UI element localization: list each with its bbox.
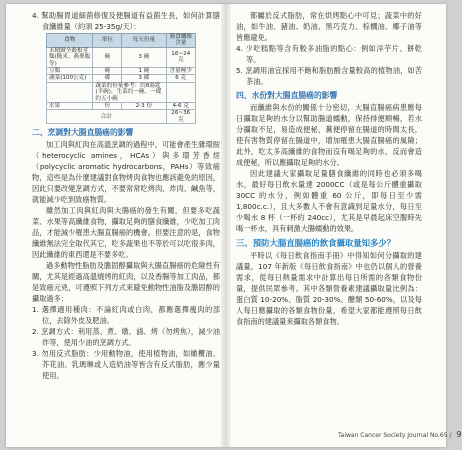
table-cell-note: 蔬菜的份量參考：約8湯匙(半碗)，生菜約一碗，一碟約五小碗 [93,82,166,102]
list-item-5: 5. 烹調用油宜採用不飽和脂肪酸含量較高的植物油，如苦茶油。 [236,66,422,86]
table-row [47,68,196,75]
paragraph-water: 而纖維與水份的關係十分密切，大腸直腸癌病患應每日攝取足夠的水分以幫助腸道蠕動，保持排便順暢，若水分攝取不足，易造成便秘，糞便停留在腸道的時間太長，使有害物質停留在腸道中，增加罹患大腸直腸癌的風險；此外，吃太多高纖維的食物而沒有喝足夠的水，反而會造成便秘，所以應攝取足夠的水分。 [236,103,422,167]
section-heading-3: 三、預防大腸直腸癌的飲食攝取量知多少？ [236,238,396,248]
table-cell: 2-3 份 [122,103,166,110]
paragraph-trans-fat: 都屬於反式脂肪，常在烘烤點心中可見；蔬菜中的好油，如牛油、豬油、奶油、黑巧克力、棕櫚油、椰子油等皆應避免。 [236,11,422,42]
page-footer [338,430,462,439]
fiber-table-header [47,34,196,48]
paragraph-processed-meat: 雖然加工肉與紅肉與大腸癌的發生有關，但要多吃蔬菜、水果等高纖維食物，攝取足夠的膳食纖維，少吃加工肉品，才能減少罹患大腸直腸癌的機會。但要注意的是，食物纖維無法完全取代其它，吃多蔬果也不等於可以吃很多肉，因此纖維的東西還是不要多吃。 [32,206,220,260]
table-cell: 3 碗 [122,47,166,67]
list-item-1: 1. 選擇適用種肉：不論紅肉或白肉，都應選擇瘦肉的部位，去除外皮及肥油。 [32,305,220,326]
paragraph-fat: 過多動物性脂肪及膽固醇攝取與大腸直腸癌的危險性有關，尤其是經過高溫燒烤的紅肉，以及香腸等加工肉品，都是致癌元兇，可遵照下列方式來避免動物性油脂及膽固醇的攝取過多： [32,261,220,304]
left-column [32,10,220,381]
table-cell: 含量極少 [166,68,196,75]
table-total-row [47,110,196,124]
table-cell: 蔬菜(100公克) [47,75,93,82]
table-total-label: 合計 [47,110,167,124]
table-cell: 3 碟 [122,75,166,82]
table-cell: 碗 [93,47,122,67]
table-cell: 4-6 克 [166,103,196,110]
table-cell: 未精緻全穀根莖類(糙米、燕麥飯等) [47,47,93,67]
table-row [47,75,196,82]
list-item-3: 3. 勿用反式脂肪：少用動物油，使用植物油，如橄欖油、芥花油、乳瑪琳或人造奶油等皆含有反式脂肪，應少量使用。 [32,349,220,381]
table-cell: 份 [93,103,122,110]
list-item-4-intro: 4. 幫助腸胃道細菌修復及便腸道有益菌生長，如何計算膳食纖維量（約須 25-35g/天）： [32,11,220,31]
paragraph-grilling: 加工肉與紅肉在高溫烹調的過程中，可能會產生雜環胺（heterocyclic amines，HCAs）與多環芳香烴（polycyclic aromatic hydrocarbons，PAHs）等致癌物，這些是為什麼建議對食物烤肉食物也應該避免的原因，因此只要改變烹調方式，不要常常吃烤肉、炸肉、鹹魚等，就能減少吃到致癌物質。 [32,140,220,205]
page-number: 9 [456,430,462,439]
fiber-table [46,33,196,124]
page-gutter [221,4,231,447]
table-cell [47,82,93,102]
table-row [47,82,196,102]
list-item-2: 2. 烹調方式：利用蒸、煮、燉、滷、烤（勿烤焦），減少油炸等，使用少油的烹調方式。 [32,327,220,348]
right-column [236,10,422,327]
table-cell: 碗 [93,68,122,75]
table-total-value: 26~36 克 [166,110,196,124]
table-cell: 1 碗 [122,68,166,75]
table-cell: 16~24 克 [166,47,196,67]
table-cell: 水果 [47,103,93,110]
table-row [47,103,196,110]
paragraph-water-intake: 因此建議大家攝取足量膳食纖維的同時也必須多喝水，最好每日飲水量達 2000CC（或是每公斤體重攝取 30CC 的水分，例如體重 60 公斤，即每日至少需 1,800c.c.），且大多數人不會有意識到足量水分，每日至少喝水 8 杯（一杯約 240cc），尤其是早晨起床空腹時先喝一杯水，具有刺激大腸蠕動的效果。 [236,169,422,233]
table-cell: 6 克 [166,75,196,82]
table-header-unit: 單位 [93,34,122,48]
list-item-4: 4. 少吃糕點等含有較多油脂的點心：例如洋芋片、餅乾等。 [236,44,422,64]
paragraph-dietary-guide: 平時以《每日飲食指南手冊》中得知如何分攝取的建議量，107 年新版《每日飲食指南》中也仍以個人的營養需求，從每日熱量需求中計算出每日所需的各類食物份量，提供民眾參考。其中各類營養素建議攝取量比例為：蛋白質 10-20%、脂質 20-30%、醣類 50-60%，以及每人每日應攝取的各類食物份量，希望大家都能遵照每日飲食指南的建議量來攝取各類食物。 [236,251,422,326]
table-cell: 豆類 [47,68,93,75]
table-header-food: 食物 [47,34,93,48]
table-cell: 碟 [93,75,122,82]
heading-cooking: 二、烹調對大腸直腸癌的影響 [32,128,134,138]
table-cell [166,82,196,102]
heading-water: 四、水份對大腸直腸癌的影響 [236,91,338,100]
table-header-fiber-content: 膳食纖維含量 [166,34,196,48]
table-header-daily-portion: 每天份量 [122,34,166,48]
journal-name: Taiwan Cancer Society Journal No.65 / [338,432,452,439]
table-row [47,47,196,67]
